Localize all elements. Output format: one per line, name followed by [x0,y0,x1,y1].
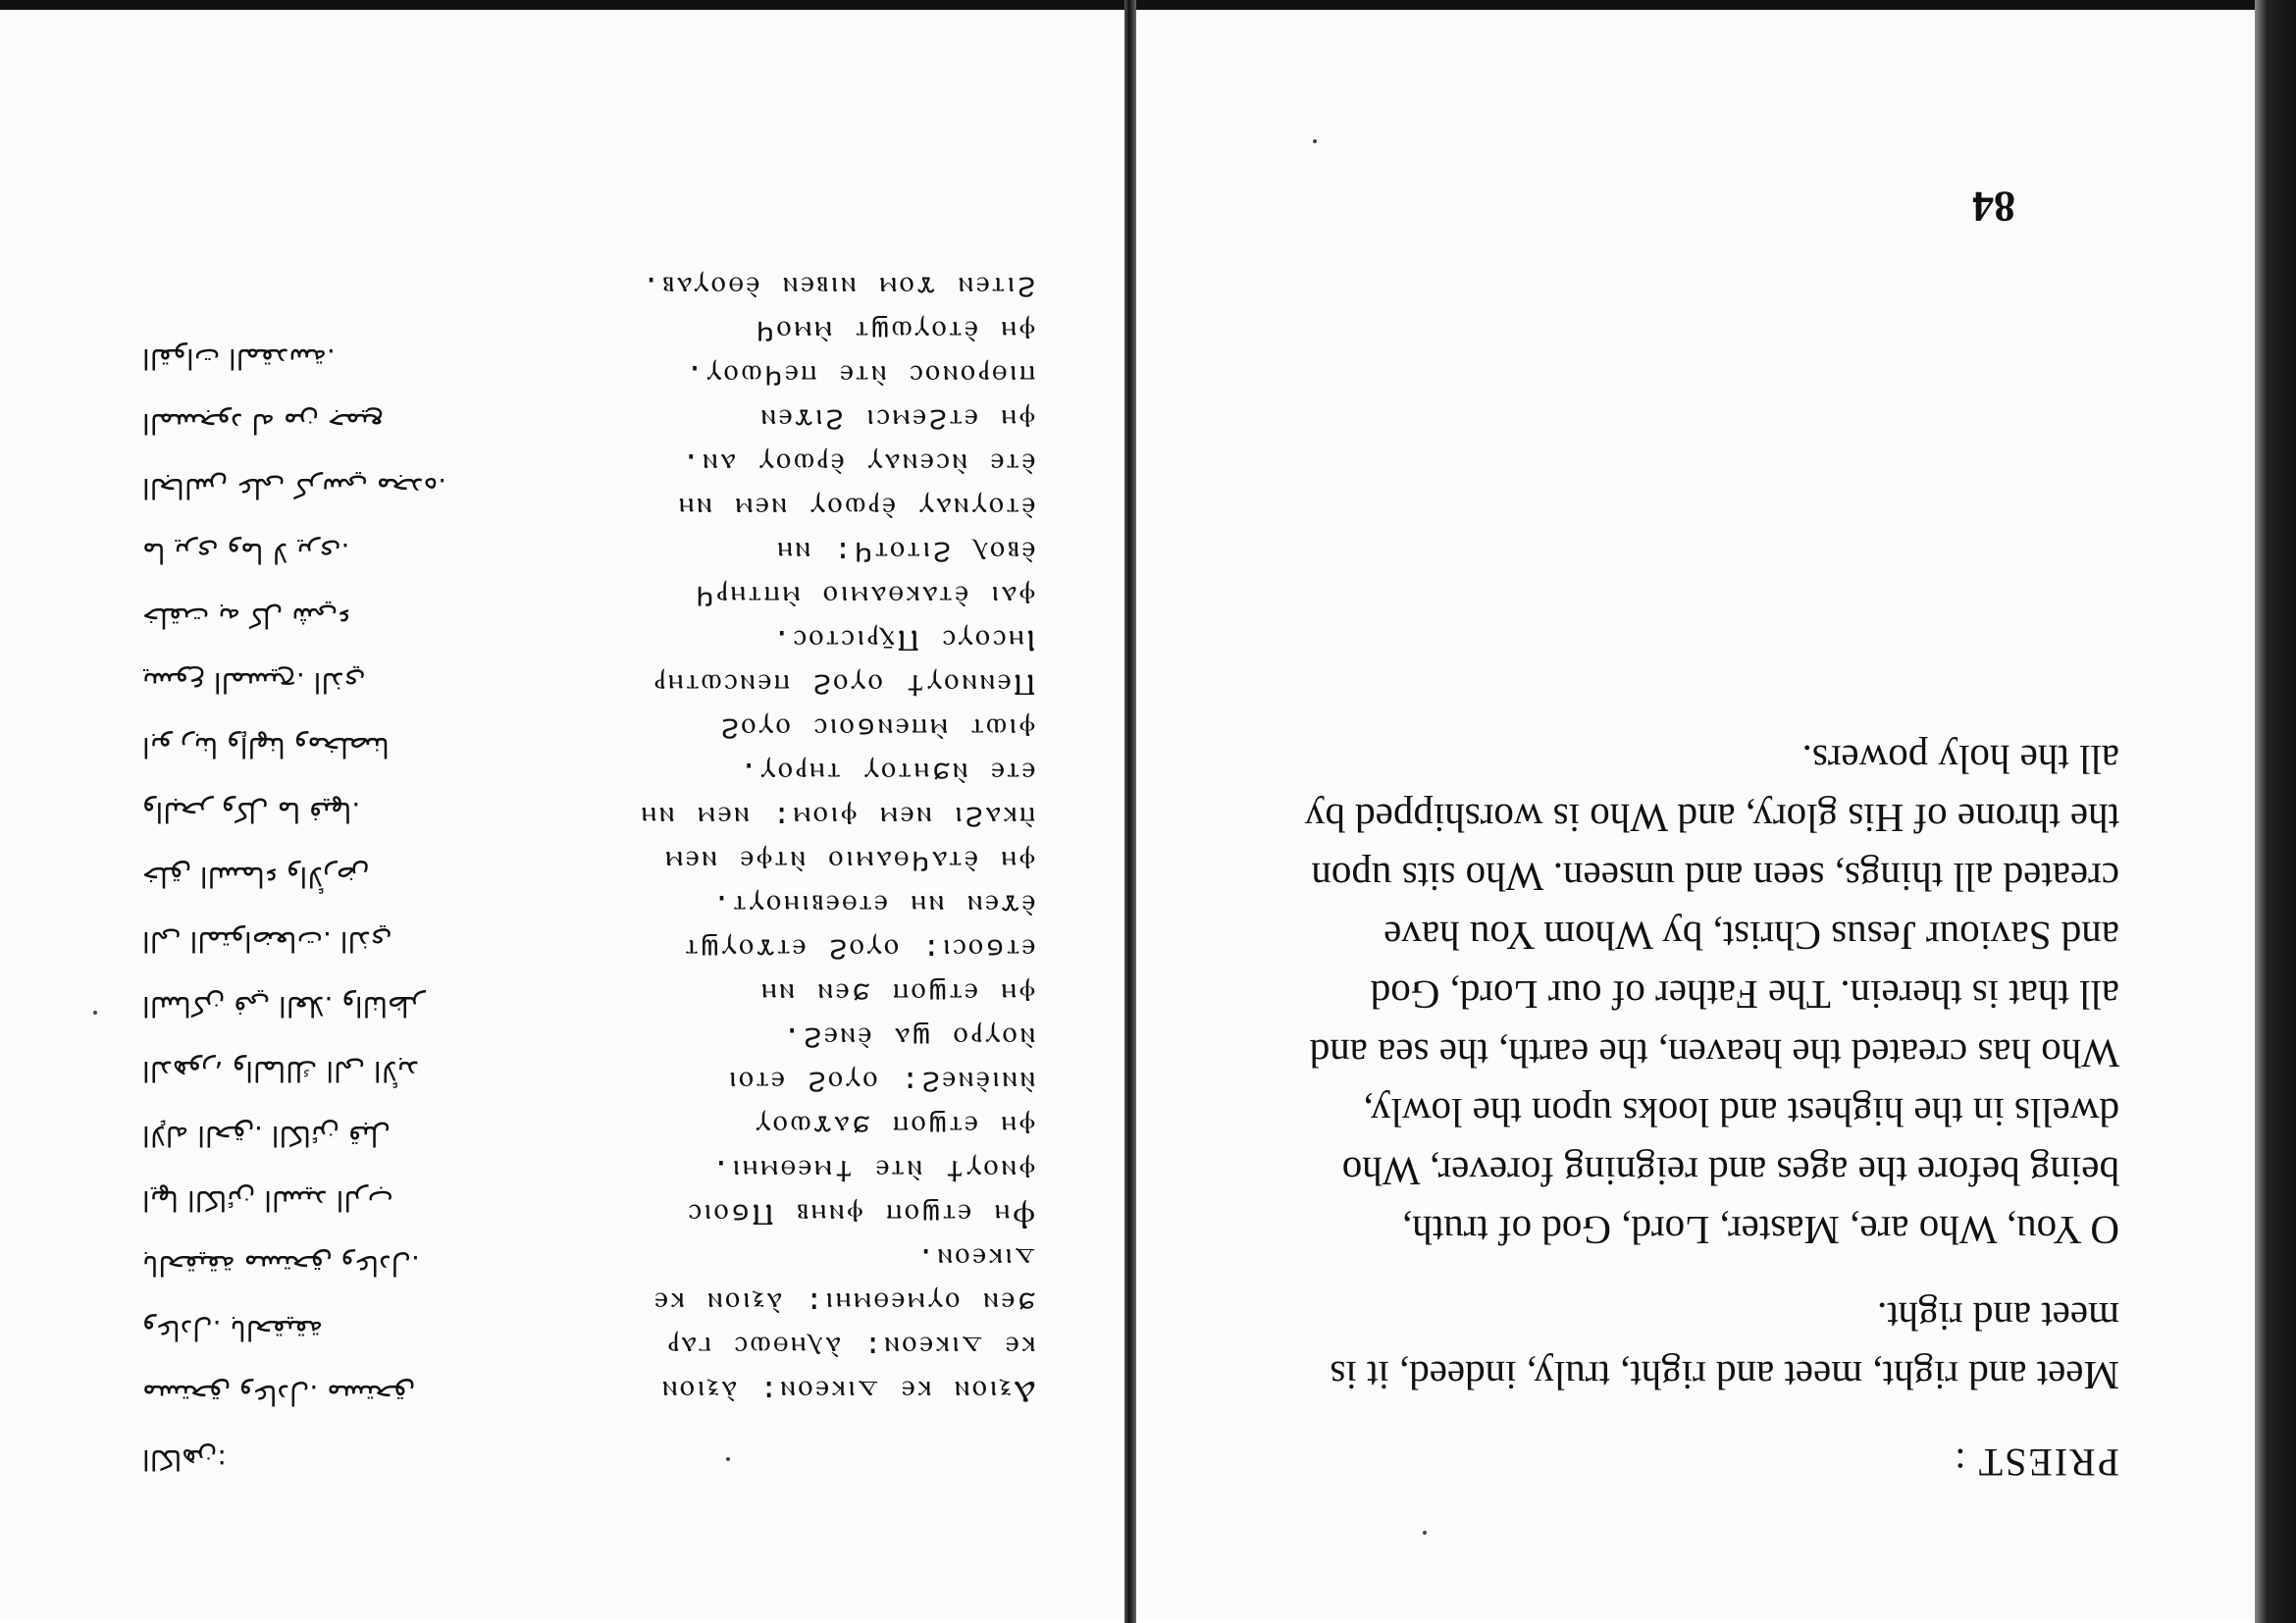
arabic-line: الإله الحق. الكائن قبل [142,1120,391,1152]
arabic-line: ابو ربنا وإلهنا ومخلصنا [142,731,390,763]
arabic-line: المسجود له من جميع [142,407,384,440]
coptic-line: ⲫⲏ ⲉ̀ⲧⲁϥⲑⲁⲙⲓⲟ ⲛ̀ⲧⲫⲉ ⲛⲉⲙ [662,844,1035,878]
english-line: being before the ages and reigning forever, Who [1341,1149,2119,1194]
arabic-line: بالحقيقة مستحق وعادل. [142,1249,420,1282]
speaker-label: PRIEST : [1953,1440,2119,1485]
arabic-line: يسوع المسيح. الذي [142,666,366,699]
coptic-line: Ⲓⲏⲥⲟⲩⲥ Ⲡⲭ̄ⲣⲓⲥⲧⲟⲥ. [769,623,1035,657]
coptic-text-block [486,265,1035,1413]
coptic-line: ⲛ̀ⲛⲓⲉ̀ⲛⲉϩ: ⲟⲩⲟϩ ⲉⲧⲟⲓ [726,1065,1035,1099]
arabic-line: الساكن في العلا. والناظر [142,990,425,1022]
english-line: dwells in the highest and looks upon the lowly, [1363,1090,2119,1135]
arabic-line: ما يرى وما لا يرى. [142,537,350,569]
arabic-line: خلق السماء والأرض [142,861,370,893]
coptic-line: ⲛ̀ⲟⲩⲣⲟ ϣⲁ ⲉ̀ⲛⲉϩ. [780,1021,1035,1055]
coptic-line: ⲫⲓⲱⲧ ⲙ̀ⲡⲉⲛϭⲟⲓⲥ ⲟⲩⲟϩ [717,711,1035,746]
coptic-line: ⲉⲧⲉ ⲛ̀ϧⲏⲧⲟⲩ ⲧⲏⲣⲟⲩ. [737,756,1035,790]
scan-speck [726,1457,730,1461]
english-line: and Saviour Jesus Christ, by Whom You have [1383,914,2119,959]
coptic-line: ⲕⲉ ⲇⲓⲕⲉⲟⲛ: ⲁ̀ⲗⲏⲑⲱⲥ ⲅⲁⲣ [664,1330,1035,1364]
english-line: meet and right. [1876,1294,2119,1339]
coptic-line: ϧⲉⲛ ⲟⲩⲙⲉⲑⲙⲏⲓ: ⲁ̀ⲝⲓⲟⲛ ⲕⲉ [652,1285,1035,1320]
coptic-line: ⲫⲏ ⲉⲧϣⲟⲡ ϧⲉⲛ ⲛⲏ [758,976,1035,1011]
arabic-line: خلقت به كل شيء [142,602,351,634]
coptic-line: Ⲁⲝⲓⲟⲛ ⲕⲉ ⲇⲓⲕⲉⲟⲛ: ⲁ̀ⲝⲓⲟⲛ [659,1374,1035,1408]
scan-speck [1423,1531,1427,1535]
book-spine [1124,0,1136,1623]
english-paragraph-1 [1197,1287,2119,1405]
coptic-line: ⲫⲏ ⲉ̀ⲧⲟⲩⲱϣⲧ ⲙ̀ⲙⲟϥ [753,314,1035,348]
arabic-line: وعادل. بالحقيقة [142,1314,324,1346]
arabic-line: الكاهن: [142,1443,227,1476]
arabic-line: الى المتواضعات. الذي [142,925,392,958]
arabic-line: الجالس على كرسي مجده. [142,472,447,504]
arabic-text-block [142,326,446,1492]
scan-speck [1313,139,1317,143]
coptic-line: ϩⲓⲧⲉⲛ ϫⲟⲙ ⲛⲓⲃⲉⲛ ⲉ̀ⲑⲟⲩⲁⲃ. [639,270,1035,304]
coptic-line: Ⲫⲏ ⲉⲧϣⲟⲡ ⲫⲛⲏⲃ Ⲡϭⲟⲓⲥ [685,1197,1035,1231]
coptic-line: ⲉ̀ⲧⲟⲩⲛⲁⲩ ⲉ̀ⲣⲱⲟⲩ ⲛⲉⲙ ⲛⲏ [676,491,1035,525]
coptic-line: ⲫⲛⲟⲩϯ ⲛ̀ⲧⲉ ϯⲙⲉⲑⲙⲏⲓ. [708,1153,1035,1187]
english-line: all that is therein. The Father of our Lord, God [1370,972,2119,1018]
english-text-block [1197,703,2119,1492]
english-line: created all things, seen and unseen. Who sits upon [1311,855,2119,900]
coptic-line: ⲫⲁⲓ ⲉ̀ⲧⲁⲕⲑⲁⲙⲓⲟ ⲙ̀ⲡⲧⲏⲣϥ [693,579,1035,613]
english-line: Meet and right, meet and right, truly, indeed, it is [1330,1353,2119,1398]
coptic-line: ⲉⲧϭⲟⲥⲓ: ⲟⲩⲟϩ ⲉⲧϫⲟⲩϣⲧ [682,932,1035,967]
coptic-line: ⲫⲏ ⲉⲧϩⲉⲙⲥⲓ ϩⲓϫⲉⲛ [757,402,1035,437]
english-line: the throne of His glory, and Who is worshipped by [1304,796,2119,841]
coptic-line: Ⲡⲉⲛⲛⲟⲩϯ ⲟⲩⲟϩ ⲡⲉⲛⲥⲱⲧⲏⲣ [651,667,1035,702]
english-line: O You, Who are, Master, Lord, God of truth, [1402,1208,2119,1253]
arabic-line: والبحر وكل ما فيها. [142,796,361,828]
coptic-line: ⲇⲓⲕⲉⲟⲛ. [913,1241,1035,1276]
coptic-line: ⲉ̀ⲧⲉ ⲛ̀ⲥⲉⲛⲁⲩ ⲉ̀ⲣⲱⲟⲩ ⲁⲛ. [679,446,1035,481]
arabic-line: مستحق وعادل. مستحق [142,1379,415,1411]
coptic-line: ⲫⲏ ⲉⲧϣⲟⲡ ϧⲁϫⲱⲟⲩ [753,1109,1035,1143]
english-line: Who has created the heaven, the earth, the sea and [1309,1031,2119,1076]
coptic-line: ⲡ̀ⲕⲁϩⲓ ⲛⲉⲙ ⲫⲓⲟⲙ: ⲛⲉⲙ ⲛⲏ [638,800,1035,834]
coptic-line: ⲡⲓⲑⲣⲟⲛⲟⲥ ⲛ̀ⲧⲉ ⲡⲉϥⲱⲟⲩ. [682,358,1035,393]
english-paragraph-2 [1197,730,2119,1260]
page-number: 84 [1972,183,2015,231]
coptic-line: ⲉ̀ⲃⲟⲗ ϩⲓⲧⲟⲧϥ: ⲛⲏ [774,535,1035,569]
scan-right-edge [2255,0,2296,1623]
coptic-line: ⲉ̀ϫⲉⲛ ⲛⲏ ⲉⲧⲑⲉⲃⲓⲏⲟⲩⲧ. [709,888,1035,922]
arabic-line: ايها الكائن السيد الرب [142,1184,393,1217]
arabic-line: الدهور، والمالك الى الأبد [142,1055,420,1087]
english-line: all the holy powers. [1801,737,2119,782]
arabic-line: القوات المقدسة. [142,342,336,375]
scan-speck [93,1011,97,1015]
